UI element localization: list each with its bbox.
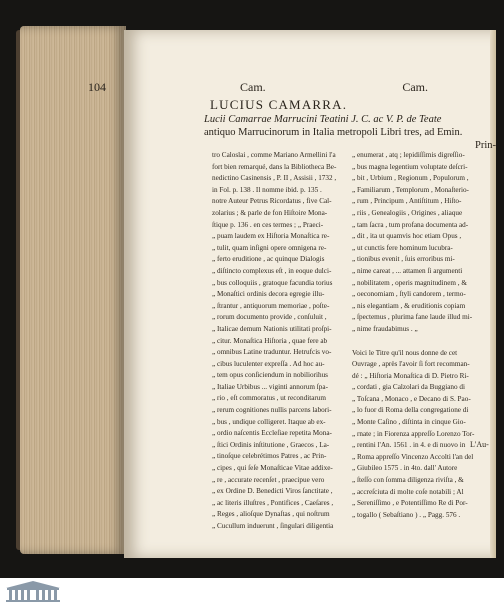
entry-intro xyxy=(204,113,496,152)
text-line: ſtique p. 136 . en ces termes ; „ Praeci- xyxy=(212,220,324,229)
text-line: „ rio , eſt commoratus , ut reconditarum xyxy=(212,394,326,403)
text-line: „ ſpectemus , plurima fane laude illud mi- xyxy=(352,313,473,322)
text-line: notre Auteur Petrus Ricordatus , five Cal- xyxy=(212,197,332,206)
text-line: „ rorum documento provide , conſuluit , xyxy=(212,313,327,322)
text-line: dé : „ Hiſtoria Monaſtica di D. Pietro Ri- xyxy=(352,371,469,380)
text-line: „ Giubileo 1575 . in 4to. dall' Autore xyxy=(352,464,458,473)
library-building-logo xyxy=(4,580,62,608)
intro-line-2: antiquo Marrucinorum in Italia metropoli Libri tres, ad Emin. xyxy=(204,127,463,138)
text-line: „ nis elegantiam , & eruditionis copiam xyxy=(352,301,466,310)
text-line: „ tem opus conſiciendum in nobiliorihus xyxy=(212,371,328,380)
text-line: „ citur. Monaſtica Hiſtoria , quae fere ab xyxy=(212,336,328,345)
catchword: L'Au- xyxy=(470,440,489,449)
text-line: „ ex Ordine D. Benedicti Viros ſanctitate , xyxy=(212,487,333,496)
entry-title: LUCIUS CAMARRA. xyxy=(210,97,348,112)
page-number: 104 xyxy=(88,80,106,94)
text-line: „ nobilitatem , operis magnitudinem , & xyxy=(352,278,467,287)
text-line: tro Caloslai , comme Mariano Armellini l'a xyxy=(212,151,336,159)
text-line: „ rnate ; in Fiorenza appreſſo Lorenzo Tor- xyxy=(352,429,475,438)
text-line: „ accreſciuta di molte coſe notabili ; Al xyxy=(352,487,464,496)
header-right: Cam. xyxy=(402,80,428,94)
text-line: „ enumerat , atq ; lepidiſſimis digreſſio- xyxy=(352,151,465,159)
text-line: „ bus colloquiis , gratoque facundia torius xyxy=(212,278,333,287)
text-line: in Fol. p. 138 . Il nomme ibid. p. 135 . xyxy=(212,185,322,194)
text-line: „ puam laudem ex Hiſtoria Monaſtica re- xyxy=(212,232,330,241)
header-center: Cam. xyxy=(240,80,266,94)
running-header xyxy=(88,80,428,96)
text-line: zolarius ; & parle de fon Hiſtoire Mona- xyxy=(212,208,328,217)
text-line: „ rentini l'An. 1561 . in 4. e di nuovo in xyxy=(352,441,466,450)
text-line: „ tionibus evenit , ſuis erroribus mi- xyxy=(352,255,455,264)
text-line: „ Italicae demum Nationis utilitati proſpi- xyxy=(212,324,332,333)
paragraph-gap xyxy=(352,336,488,348)
text-line: nedictino Casinensis , P. II , Assisii , 1732 , xyxy=(212,174,337,183)
text-line: „ ſteſſo con ſomma diligenza riviſta , & xyxy=(352,476,464,485)
page-right-edge xyxy=(490,30,496,558)
text-line: „ diſtincto complexus eſt , in eoque dulci- xyxy=(212,266,332,275)
intro-line-3: Prin- xyxy=(475,140,496,151)
page-block-edge xyxy=(20,26,126,554)
text-line: „ oeconomiam , ſtyli candorem , termo- xyxy=(352,290,466,299)
text-line: Ouvrage , après l'avoir ſi fort recomman- xyxy=(352,360,470,369)
text-line: „ ut cunctis fere hominum lucubra- xyxy=(352,243,453,252)
text-line: „ ac literis illuſtres , Pontifices , Caeſares , xyxy=(212,498,334,507)
text-line: „ Roma appreſſo Vincenzo Accolti l'an del xyxy=(352,452,474,461)
text-line: „ Monte Caſino , diſtinta in cinque Gio- xyxy=(352,418,466,427)
text-line: „ Italiae Urbibus ... viginti annorum ſpa- xyxy=(212,382,328,391)
text-line: „ Cucullum induerunt , ſingulari diligentia xyxy=(212,522,334,530)
text-line: „ bus magna legentium voluptate deſcri- xyxy=(352,162,468,171)
text-line: „ bit , Urbium , Regionum , Populorum , xyxy=(352,174,469,183)
text-line: „ rum , Principum , Antiſtitum , Hiſto- xyxy=(352,197,462,206)
text-line: „ ordio naſcentis Eccleſiae repetita Mona- xyxy=(212,429,332,438)
text-line: „ tam ſacra , tum profana documenta ad- xyxy=(352,220,469,229)
text-line: „ tinoſque celebrétimos Patres , ac Prin- xyxy=(212,452,327,461)
library-logo-icon xyxy=(4,580,62,603)
text-line: fort bien remarqué, dans la Bibliotheca Be- xyxy=(212,162,337,171)
text-line: „ Reges , alioſque Dynaſtas , qui noſtrum xyxy=(212,510,330,519)
text-line: „ ſtrantur , antiquorum memoriae , poſte- xyxy=(212,301,330,310)
text-line: „ rerum cognitiones nullis parcens labori- xyxy=(212,406,332,415)
text-line: „ ferto eruditione , ac quinque Dialogis xyxy=(212,255,325,264)
text-line: „ riis , Genealogiis , Origines , aliaque xyxy=(352,208,463,217)
text-line: „ cibus luculenter expreſſa . Ad hoc au- xyxy=(212,359,325,368)
text-line: „ tulit, quam inſigni opere omnigena re- xyxy=(212,243,327,252)
text-line: „ lo fuor di Roma della congregatione di xyxy=(352,406,469,415)
text-line: „ Monaſtici ordinis decora egregie illu- xyxy=(212,290,325,299)
text-line: „ cordati , gia Calzolari da Buggiano di xyxy=(352,383,465,392)
intro-line-1: Lucii Camarrae Marrucini Teatini J. C. ac V. P. de Teate xyxy=(204,114,442,125)
text-line: „ ſtici Ordinis inſtitutione , Graecos , La- xyxy=(212,440,330,449)
right-column xyxy=(352,150,488,521)
text-line: „ dit , ita ut quamvis hoc etiam Opus , xyxy=(352,232,462,241)
text-line: „ omnibus Latine traduntur. Hetrufcis vo- xyxy=(212,348,332,357)
footer-bar xyxy=(0,578,504,605)
text-line: „ re , accurate recenſet , praecipue vero xyxy=(212,475,325,484)
text-line: „ togallo ( Sebaſtiano ) . „ Pagg. 576 . xyxy=(352,510,461,519)
text-line: „ bus , undique colligeret. Itaque ab ex- xyxy=(212,417,326,426)
text-line: „ nime fraudabimus . „ xyxy=(352,324,418,333)
text-line: „ nime careat , ... attamen ſi argumenti xyxy=(352,266,463,275)
text-line: Voici le Titre qu'il nous donne de cet xyxy=(352,348,458,357)
text-line: „ cipes , qui ſeſe Monaſticae Vitae addixe- xyxy=(212,464,333,473)
left-column xyxy=(212,150,346,533)
text-line: „ Familiarum , Templorum , Monaſterio- xyxy=(352,185,469,194)
text-line: „ Toſcana , Monaco , e Decano di S. Pao- xyxy=(352,394,471,403)
text-line: „ Sereniſſimo , e Potentiſſimo Re di Por- xyxy=(352,499,468,508)
